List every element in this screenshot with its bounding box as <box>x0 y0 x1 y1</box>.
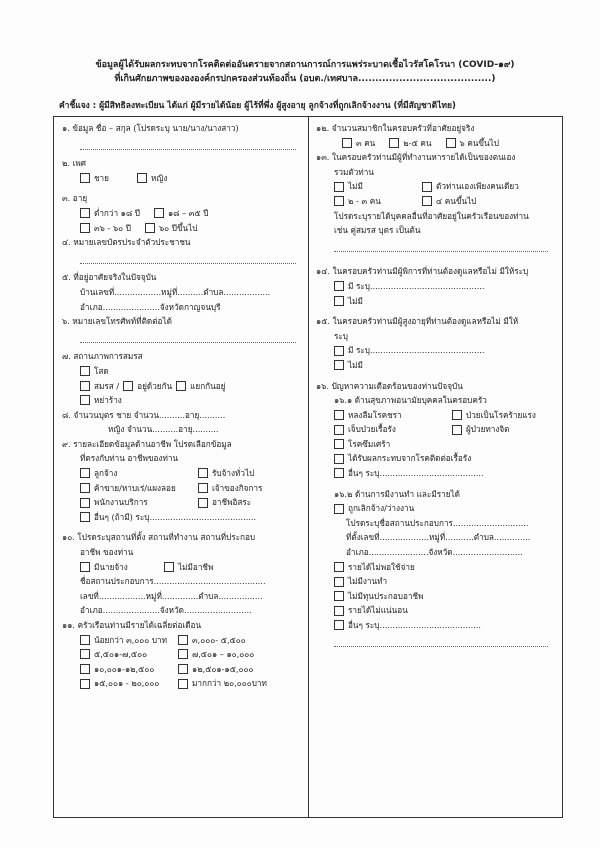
q10-business-name-line[interactable]: ชื่อสถานประกอบการ........................................... <box>80 576 266 587</box>
q13-note-cont: เช่น คู่สมรส บุตร เป็นต้น <box>334 225 421 236</box>
q16-2-laidoff-row <box>316 501 556 516</box>
q16-2-other-label[interactable]: อื่นๆ ระบุ....................................... <box>348 620 482 630</box>
q13-income-field[interactable] <box>334 238 548 253</box>
q14-no-row <box>316 294 556 309</box>
q16-2-other-checkbox[interactable] <box>334 620 344 630</box>
q16-2-unstable-label: รายได้ไม่แน่นอน <box>348 605 408 616</box>
q9-other-label[interactable]: อื่นๆ (ถ้ามี) ระบุ......................................... <box>94 511 257 522</box>
q7-divorced-row <box>62 393 304 408</box>
q9-label-cont: ที่ตรงกับท่าน อาชีพของท่าน <box>80 453 179 464</box>
q3-under18-label: ต่ำกว่า ๑๘ ปี <box>94 207 140 218</box>
q16-2-row-unemployed <box>316 574 556 589</box>
q15-no-label: ไม่มี <box>348 359 363 370</box>
q9-vendor-checkbox[interactable] <box>80 483 90 493</box>
q16-1-depression-label: โรคซึมเศร้า <box>348 438 391 449</box>
q13-none-label: ไม่มี <box>348 181 363 192</box>
q16-2-unstable-checkbox[interactable] <box>334 606 344 616</box>
q7-separated-label: แยกกันอยู่ <box>190 380 226 391</box>
form-header <box>40 58 570 86</box>
q13-4plus-checkbox[interactable] <box>422 196 432 206</box>
q16-1-depression-row <box>316 437 556 452</box>
q9-employee-checkbox[interactable] <box>80 468 90 478</box>
q11-income-4-checkbox[interactable] <box>178 649 188 659</box>
q1-label: ๑. ข้อมูล ชื่อ – สกุล (โปรดระบุ นาย/นาง/นางสาว) <box>62 123 239 133</box>
q5-district-line[interactable]: อำเภอ......................จังหวัดกาญจนบุรี <box>80 301 221 312</box>
q14-label: ๑๔. ในครอบครัวท่านมีผู้พิการที่ท่านต้องดูแลหรือไม่ มีให้ระบุ <box>316 266 529 277</box>
q7-married-checkbox[interactable] <box>80 381 90 391</box>
q9-vendor-label: ค้าขาย/หาบเร่/แผงลอย <box>94 482 176 493</box>
q3-36-60-label: ๓๖ - ๖๐ ปี <box>94 222 131 233</box>
q2-male-checkbox[interactable] <box>80 173 90 183</box>
q16-1-chronic-label: เจ็บป่วยเรื้อรัง <box>348 424 396 435</box>
q15-yes-label[interactable]: มี ระบุ............................................ <box>348 345 485 356</box>
q14-yes-label[interactable]: มี ระบุ............................................ <box>348 280 485 291</box>
q16-2-insufficient-checkbox[interactable] <box>334 562 344 572</box>
q12-label: ๑๒. จำนวนสมาชิกในครอบครัวที่อาศัยอยู่จริง <box>316 123 475 133</box>
q2-options <box>62 171 304 186</box>
q16-2-insufficient-label: รายได้ไม่พอใช้จ่าย <box>348 561 415 572</box>
q16-1-serious-illness-checkbox[interactable] <box>452 410 462 420</box>
q7-single-checkbox[interactable] <box>80 366 90 376</box>
q16-2-address-line[interactable]: ที่ตั้งเลขที่...................หมู่ที่...........ตำบล.............. <box>346 532 531 543</box>
q2-label: ๒. เพศ <box>62 158 86 169</box>
q16-2-row-insufficient <box>316 560 556 575</box>
q9-business-owner-checkbox[interactable] <box>198 483 208 493</box>
q16-2-no-capital-checkbox[interactable] <box>334 591 344 601</box>
q10-no-occupation-checkbox[interactable] <box>164 562 174 572</box>
q9-label: ๙. รายละเอียดข้อมูลด้านอาชีพ โปรดเลือกข้อมูล <box>62 438 232 449</box>
right-column <box>316 121 556 647</box>
instruction-text: คำชี้แจง : ผู้มีสิทธิลงทะเบียน ได้แก่ ผู้มีรายได้น้อย ผู้ไร้ที่พึ่ง ผู้สูงอายุ ลูกจ้างที่ถูกเลิกจ้างงาน (ที่มีสัญชาติไทย) <box>59 101 456 111</box>
q11-income-6-checkbox[interactable] <box>178 664 188 674</box>
q9-service-checkbox[interactable] <box>80 498 90 508</box>
q13-row2 <box>316 194 556 209</box>
column-divider <box>308 117 309 817</box>
form-table <box>53 116 563 818</box>
q5-address-line[interactable]: บ้านเลขที่..................หมู่ที่..........ตำบล.................. <box>80 286 271 297</box>
q11-row4 <box>62 676 304 691</box>
q3-under18-checkbox[interactable] <box>80 208 90 218</box>
q16-2-unemployed-checkbox[interactable] <box>334 577 344 587</box>
q7-divorced-checkbox[interactable] <box>80 395 90 405</box>
q13-label: ๑๓. ในครอบครัวท่านมีผู้ที่ทำงานหารายได้เป็นของตนเอง <box>316 152 516 163</box>
q9-other-checkbox[interactable] <box>80 512 90 522</box>
q2-male-label: ชาย <box>94 172 109 183</box>
q11-row2 <box>62 647 304 662</box>
q9-row1 <box>62 466 304 481</box>
q16-1-row1 <box>316 408 556 423</box>
q7-married-row <box>62 379 304 394</box>
q3-options-row2 <box>62 221 304 236</box>
q11-income-1-label: น้อยกว่า ๓,๐๐๐ บาท <box>94 634 168 645</box>
q16-2-other-field[interactable] <box>334 633 548 648</box>
q2-female-checkbox[interactable] <box>137 173 147 183</box>
q9-row3 <box>62 495 304 510</box>
q11-income-7-label: ๑๕,๐๐๑ - ๒๐,๐๐๐ <box>94 678 160 689</box>
q11-income-3-label: ๕,๕๐๑-๗,๕๐๐ <box>94 649 148 660</box>
q10-options <box>62 560 304 575</box>
q16-2-no-capital-label: ไม่มีทุนประกอบอาชีพ <box>348 590 424 601</box>
q10-label-cont: อาชีพ ของท่าน <box>80 547 134 558</box>
q9-freelance-checkbox[interactable] <box>198 498 208 508</box>
q16-2-row-other <box>316 618 556 633</box>
q9-other-row <box>62 510 304 525</box>
q16-1-depression-checkbox[interactable] <box>334 439 344 449</box>
q16-2-laidoff-label: ถูกเลิกจ้าง/ว่างงาน <box>348 503 415 514</box>
q11-income-8-checkbox[interactable] <box>178 679 188 689</box>
q14-no-checkbox[interactable] <box>334 296 344 306</box>
q13-4plus-label: ๔ คนขึ้นไป <box>436 195 477 206</box>
q13-2-3-label: ๒ - ๓ คน <box>348 195 381 206</box>
q12-2-5-checkbox[interactable] <box>389 138 399 148</box>
q11-row1 <box>62 633 304 648</box>
q11-income-8-label: มากกว่า ๒๐,๐๐๐บาท <box>192 678 267 689</box>
q5-label: ๕. ที่อยู่อาศัยจริงในปัจจุบัน <box>62 272 157 283</box>
q7-married-label: สมรส / <box>94 380 120 391</box>
q16-1-other-row <box>316 466 556 481</box>
q7-single-label: โสด <box>94 365 109 376</box>
q13-self-only-label: ตัวท่านเองเพียงคนเดียว <box>436 181 519 192</box>
q14-yes-checkbox[interactable] <box>334 281 344 291</box>
q7-divorced-label: หย่าร้าง <box>94 395 122 406</box>
q11-income-1-checkbox[interactable] <box>80 635 90 645</box>
q15-no-checkbox[interactable] <box>334 360 344 370</box>
q16-1-other-checkbox[interactable] <box>334 468 344 478</box>
q13-note: โปรดระบุรายได้บุคคลอื่นที่อาศัยอยู่ในครัวเรือนของท่าน <box>334 210 529 221</box>
q14-no-label: ไม่มี <box>348 295 363 306</box>
q15-label-cont: ระบุ <box>334 330 348 341</box>
q9-service-label: พนักงานบริการ <box>94 497 148 508</box>
q16-2-row-no-capital <box>316 589 556 604</box>
q3-label: ๓. อายุ <box>62 193 88 204</box>
q3-options-row1 <box>62 206 304 221</box>
q16-label: ๑๖. ปัญหาความเดือดร้อนของท่านปัจจุบัน <box>316 380 463 391</box>
q11-income-3-checkbox[interactable] <box>80 649 90 659</box>
q16-1-affected-row <box>316 451 556 466</box>
q12-options <box>316 136 556 151</box>
q10-employer-label: มีนายจ้าง <box>94 561 128 572</box>
q16-1-mental-label: ผู้ป่วยทางจิต <box>466 424 510 435</box>
q10-no-occupation-label: ไม่มีอาชีพ <box>178 561 214 572</box>
q7-together-checkbox[interactable] <box>123 381 133 391</box>
q13-2-3-checkbox[interactable] <box>334 196 344 206</box>
q4-id-field[interactable] <box>80 250 296 265</box>
q10-address-line[interactable]: เลขที่..................หมู่ที่..............ตำบล................. <box>80 590 263 601</box>
q7-label: ๗. สถานภาพการสมรส <box>62 351 143 362</box>
q8-male-line[interactable]: ๘. จำนวนบุตร ชาย จำนวน..........อายุ.......... <box>62 409 226 420</box>
q6-phone-field[interactable] <box>80 329 296 344</box>
q13-self-only-checkbox[interactable] <box>422 182 432 192</box>
q16-1-mental-checkbox[interactable] <box>452 425 462 435</box>
q3-over60-label: ๖๐ ปีขึ้นไป <box>158 222 198 233</box>
q15-yes-row <box>316 343 556 358</box>
q16-2-laidoff-checkbox[interactable] <box>334 504 344 514</box>
q3-over60-checkbox[interactable] <box>145 223 155 233</box>
q9-freelance-label: อาชีพอิสระ <box>212 497 252 508</box>
q3-18-35-checkbox[interactable] <box>154 208 164 218</box>
q15-no-row <box>316 358 556 373</box>
q11-income-2-label: ๓,๐๐๐- ๕,๕๐๐ <box>192 634 246 645</box>
q3-18-35-label: ๑๘ – ๓๕ ปี <box>167 207 209 218</box>
q13-label-cont: รวมตัวท่าน <box>334 166 374 177</box>
q9-employee-label: ลูกจ้าง <box>94 468 118 479</box>
q10-employer-checkbox[interactable] <box>80 562 90 572</box>
q11-income-5-label: ๑๐,๐๐๑-๑๒,๕๐๐ <box>94 663 155 674</box>
q10-label: ๑๐. โปรดระบุสถานที่ตั้ง สถานที่ทำงาน สถานที่ประกอบ <box>62 532 256 543</box>
q12-3-checkbox[interactable] <box>342 138 352 148</box>
form-subtitle: ที่เกินศักยภาพของององค์กรปกครองส่วนท้องถิ่น (อบต./เทศบาล.......................................) <box>114 74 496 84</box>
q11-income-5-checkbox[interactable] <box>80 664 90 674</box>
q13-none-checkbox[interactable] <box>334 182 344 192</box>
q10-district-line[interactable]: อำเภอ......................จังหวัด.......................... <box>80 605 252 616</box>
q16-1-affected-label: ได้รับผลกระทบจากโรคติดต่อเรื้อรัง <box>348 453 472 464</box>
q16-2-unemployed-label: ไม่มีงานทำ <box>348 576 388 587</box>
q3-36-60-checkbox[interactable] <box>80 223 90 233</box>
q16-2-row-unstable <box>316 603 556 618</box>
q16-1-row2 <box>316 422 556 437</box>
q16-1-dementia-checkbox[interactable] <box>334 410 344 420</box>
q11-income-7-checkbox[interactable] <box>80 679 90 689</box>
q16-1-serious-illness-label: ป่วยเป็นโรคร้ายแรง <box>466 409 536 420</box>
q7-single-row <box>62 364 304 379</box>
q9-general-labor-label: รับจ้างทั่วไป <box>212 468 255 479</box>
q1-name-field[interactable] <box>80 136 296 151</box>
q11-income-2-checkbox[interactable] <box>178 635 188 645</box>
q4-label: ๔. หมายเลขบัตรประจำตัวประชาชน <box>62 237 191 248</box>
q15-yes-checkbox[interactable] <box>334 346 344 356</box>
q16-2-label: ๑๖.๒ ด้านการมีงานทำ และมีรายได้ <box>334 488 460 499</box>
q11-label: ๑๑. ครัวเรือนท่านมีรายได้เฉลี่ยต่อเดือน <box>62 620 202 630</box>
q16-1-other-label[interactable]: อื่นๆ ระบุ........................................ <box>348 468 484 479</box>
q6-label: ๖. หมายเลขโทรศัพท์ที่ติดต่อได้ <box>62 316 172 327</box>
q8-female-line[interactable]: หญิง จำนวน..........อายุ.......... <box>108 424 219 435</box>
q11-income-4-label: ๗,๕๐๑ – ๑๐,๐๐๐ <box>192 649 255 660</box>
q16-2-business-line[interactable]: โปรดระบุชื่อสถานประกอบการ............................. <box>346 517 529 528</box>
q16-1-affected-checkbox[interactable] <box>334 454 344 464</box>
q13-row1 <box>316 179 556 194</box>
q9-business-owner-label: เจ้าของกิจการ <box>212 482 263 493</box>
q16-1-label: ๑๖.๑ ด้านสุขภาพอนามัยบุคคลในครอบครัว <box>334 395 487 406</box>
form-title: ข้อมูลผู้ได้รับผลกระทบจากโรคติดต่ออันตรายจากสถานการณ์การแพร่ระบาดเชื้อไวรัสโคโรนา (COVID-๑๙) <box>95 60 515 70</box>
q7-separated-checkbox[interactable] <box>176 381 186 391</box>
left-column <box>62 121 304 691</box>
q12-6plus-label: ๖ คนขึ้นไป <box>459 137 499 148</box>
q9-general-labor-checkbox[interactable] <box>198 468 208 478</box>
q14-yes-row <box>316 279 556 294</box>
q16-1-dementia-label: หลงลืมโรคชรา <box>348 409 402 420</box>
q2-female-label: หญิง <box>150 172 168 183</box>
q7-together-label: อยู่ด้วยกัน <box>137 380 173 391</box>
q9-row2 <box>62 481 304 496</box>
q15-label: ๑๕. ในครอบครัวท่านมีผู้สูงอายุที่ท่านต้องดูแลหรือไม่ มีให้ <box>316 316 519 327</box>
q12-6plus-checkbox[interactable] <box>446 138 456 148</box>
q11-row3 <box>62 662 304 677</box>
q16-2-district-line[interactable]: อำเภอ.......................จังหวัด........................... <box>346 547 523 558</box>
q11-income-6-label: ๑๒,๕๐๑-๑๕,๐๐๐ <box>192 663 254 674</box>
q12-3-label: ๓ คน <box>356 137 376 148</box>
q16-1-chronic-checkbox[interactable] <box>334 425 344 435</box>
q12-2-5-label: ๒-๕ คน <box>403 137 432 148</box>
